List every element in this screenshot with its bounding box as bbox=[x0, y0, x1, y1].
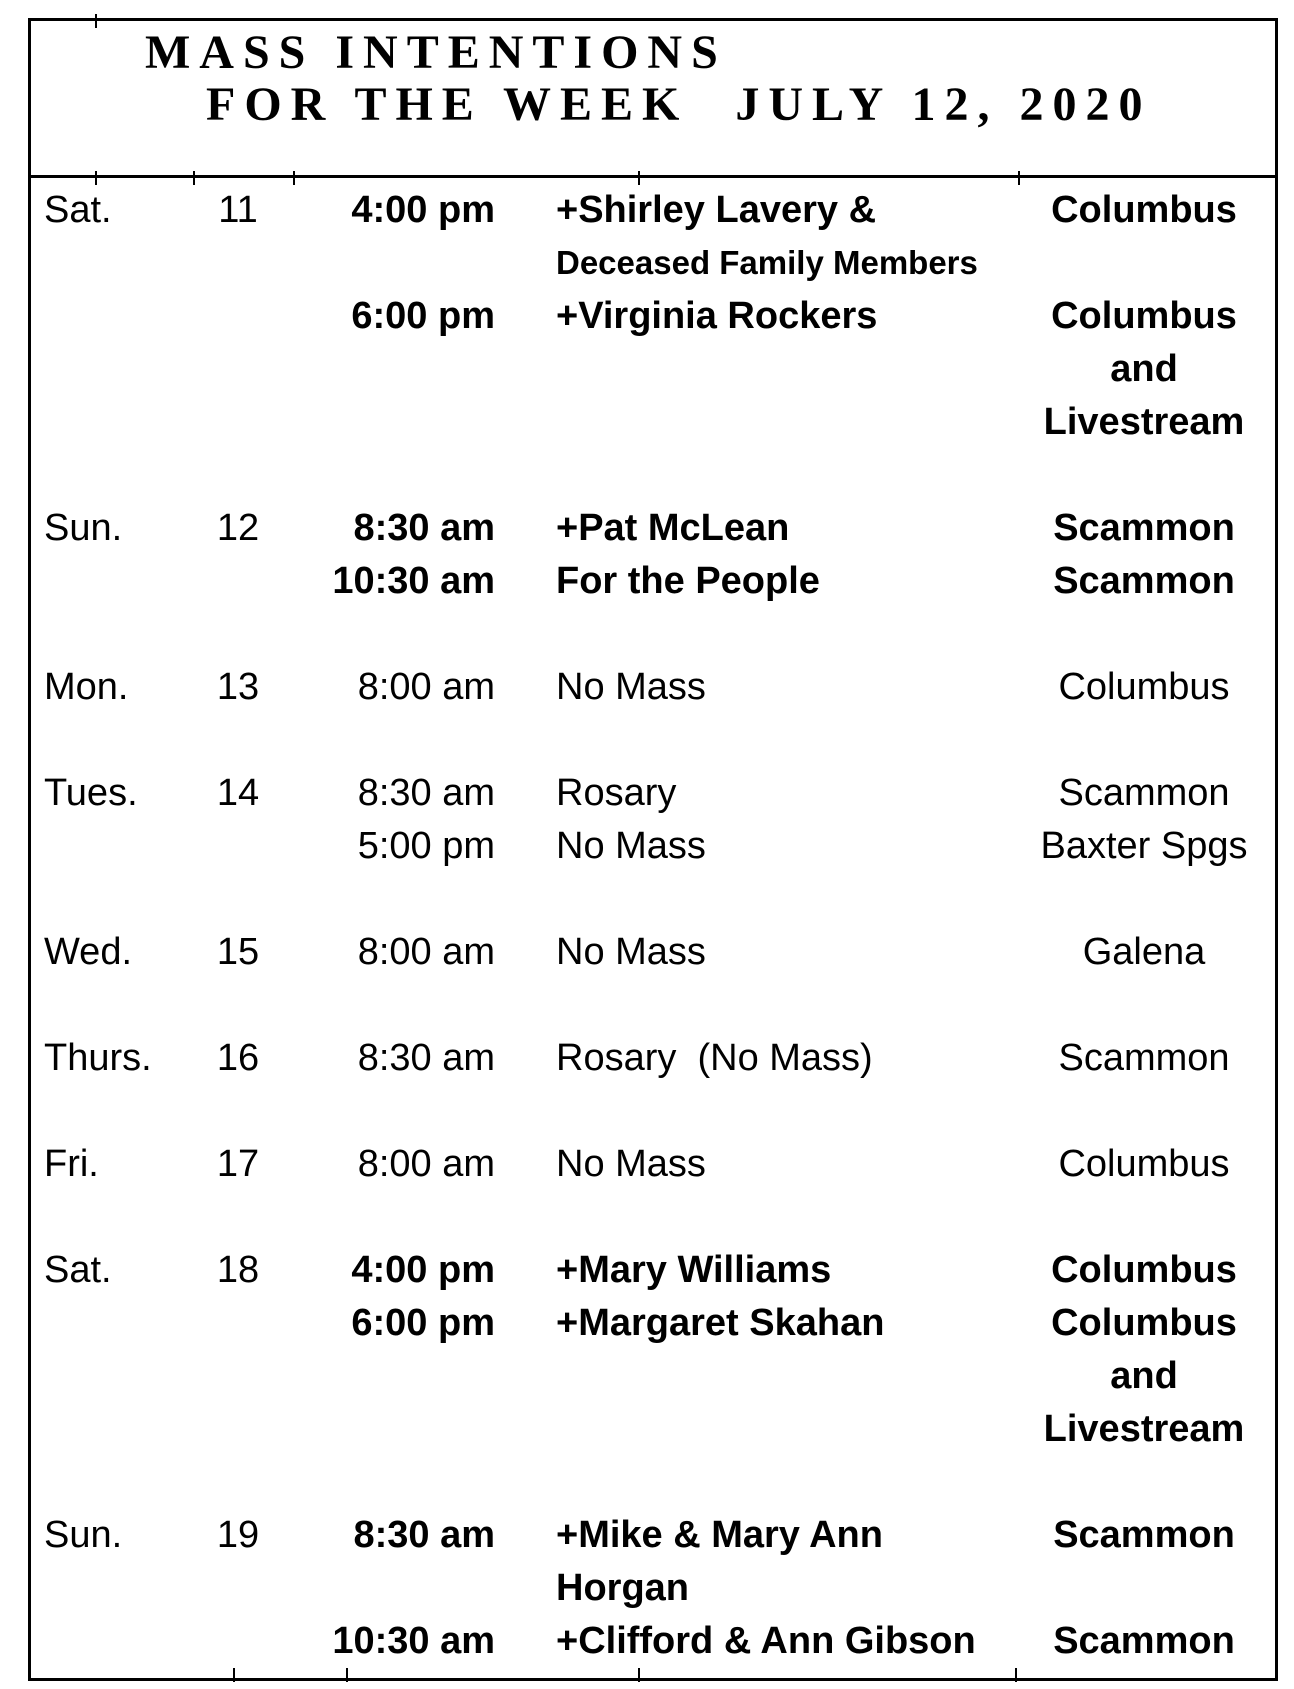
time-cell: 8:30 am bbox=[357, 1036, 495, 1079]
schedule-line bbox=[31, 1562, 1275, 1615]
location-cell: Columbus bbox=[1051, 1301, 1237, 1344]
time-cell: 10:30 am bbox=[332, 559, 495, 602]
day-cell: Fri. bbox=[44, 1142, 99, 1185]
border-tick bbox=[1015, 1668, 1017, 1682]
location-cell: Scammon bbox=[1053, 1513, 1235, 1556]
time-cell: 10:30 am bbox=[332, 1619, 495, 1662]
intention-cell: Rosary bbox=[556, 771, 677, 814]
day-cell: Sat. bbox=[44, 188, 112, 231]
schedule-line bbox=[31, 555, 1275, 608]
subtitle-text: FOR THE WEEK bbox=[206, 78, 689, 131]
intention-cell: +Virginia Rockers bbox=[556, 294, 878, 337]
intention-cell: Horgan bbox=[556, 1566, 689, 1609]
schedule-line bbox=[31, 1615, 1275, 1668]
schedule-line bbox=[31, 1509, 1275, 1562]
border-tick bbox=[293, 171, 295, 185]
location-cell: and bbox=[1110, 347, 1178, 390]
blank-line bbox=[31, 1085, 1275, 1138]
intention-cell: Deceased Family Members bbox=[556, 244, 978, 282]
location-cell: Livestream bbox=[1043, 1407, 1245, 1450]
border-tick bbox=[95, 14, 97, 28]
day-cell: Tues. bbox=[44, 771, 138, 814]
date-cell: 13 bbox=[216, 665, 260, 708]
intention-cell: No Mass bbox=[556, 824, 706, 867]
location-cell: Columbus bbox=[1058, 1142, 1230, 1185]
time-cell: 8:30 am bbox=[353, 1513, 495, 1556]
blank-line bbox=[31, 873, 1275, 926]
time-cell: 4:00 pm bbox=[351, 188, 495, 231]
mass-schedule bbox=[31, 178, 1275, 1668]
schedule-line bbox=[31, 1297, 1275, 1350]
day-cell: Sat. bbox=[44, 1248, 112, 1291]
date-cell: 11 bbox=[218, 188, 258, 231]
border-tick bbox=[95, 171, 97, 185]
blank-line bbox=[31, 449, 1275, 502]
intention-cell: +Shirley Lavery & bbox=[556, 188, 877, 231]
time-cell: 5:00 pm bbox=[357, 824, 495, 867]
location-cell: Scammon bbox=[1053, 559, 1235, 602]
date-cell: 18 bbox=[216, 1248, 260, 1291]
day-cell: Thurs. bbox=[44, 1036, 152, 1079]
location-cell: Columbus bbox=[1051, 188, 1237, 231]
location-cell: Columbus bbox=[1058, 665, 1230, 708]
schedule-line bbox=[31, 1244, 1275, 1297]
border-tick bbox=[233, 1668, 235, 1682]
location-cell: Columbus bbox=[1051, 1248, 1237, 1291]
schedule-line bbox=[31, 661, 1275, 714]
schedule-line bbox=[31, 502, 1275, 555]
day-cell: Sun. bbox=[44, 506, 123, 549]
day-cell: Mon. bbox=[44, 665, 129, 708]
schedule-line bbox=[31, 1138, 1275, 1191]
blank-line bbox=[31, 608, 1275, 661]
location-cell: Columbus bbox=[1051, 294, 1237, 337]
week-date: JULY 12, 2020 bbox=[735, 78, 1152, 131]
time-cell: 8:00 am bbox=[357, 665, 495, 708]
schedule-line bbox=[31, 1032, 1275, 1085]
intention-cell: +Mary Williams bbox=[556, 1248, 832, 1291]
page-subtitle bbox=[206, 79, 1275, 131]
time-cell: 6:00 pm bbox=[351, 294, 495, 337]
day-cell: Sun. bbox=[44, 1513, 123, 1556]
document-header bbox=[31, 21, 1275, 178]
time-cell: 8:00 am bbox=[357, 1142, 495, 1185]
location-cell: and bbox=[1110, 1354, 1178, 1397]
border-tick bbox=[346, 1668, 348, 1682]
schedule-line bbox=[31, 237, 1275, 290]
intention-cell: +Clifford & Ann Gibson bbox=[556, 1619, 976, 1662]
blank-line bbox=[31, 1191, 1275, 1244]
time-cell: 8:00 am bbox=[357, 930, 495, 973]
location-cell: Scammon bbox=[1058, 771, 1230, 814]
schedule-line bbox=[31, 396, 1275, 449]
schedule-line bbox=[31, 926, 1275, 979]
location-cell: Scammon bbox=[1053, 1619, 1235, 1662]
date-cell: 19 bbox=[216, 1513, 260, 1556]
border-tick bbox=[193, 171, 195, 185]
time-cell: 8:30 am bbox=[357, 771, 495, 814]
intention-cell: No Mass bbox=[556, 665, 706, 708]
intention-cell: For the People bbox=[556, 559, 820, 602]
page-title: MASS INTENTIONS bbox=[145, 26, 727, 79]
blank-line bbox=[31, 714, 1275, 767]
date-cell: 12 bbox=[216, 506, 260, 549]
blank-line bbox=[31, 979, 1275, 1032]
intention-cell: No Mass bbox=[556, 1142, 706, 1185]
time-cell: 6:00 pm bbox=[351, 1301, 495, 1344]
time-cell: 8:30 am bbox=[353, 506, 495, 549]
time-cell: 4:00 pm bbox=[351, 1248, 495, 1291]
schedule-line bbox=[31, 343, 1275, 396]
intention-cell: +Mike & Mary Ann bbox=[556, 1513, 883, 1556]
schedule-line bbox=[31, 290, 1275, 343]
schedule-line bbox=[31, 1403, 1275, 1456]
intention-cell: +Margaret Skahan bbox=[556, 1301, 885, 1344]
intention-cell: No Mass bbox=[556, 930, 706, 973]
date-cell: 14 bbox=[216, 771, 260, 814]
schedule-line bbox=[31, 1350, 1275, 1403]
date-cell: 16 bbox=[216, 1036, 260, 1079]
border-tick bbox=[638, 171, 640, 185]
intention-cell: Rosary (No Mass) bbox=[556, 1036, 873, 1079]
schedule-line bbox=[31, 820, 1275, 873]
border-tick bbox=[1018, 171, 1020, 185]
schedule-line bbox=[31, 184, 1275, 237]
schedule-line bbox=[31, 767, 1275, 820]
blank-line bbox=[31, 1456, 1275, 1509]
date-cell: 17 bbox=[216, 1142, 260, 1185]
location-cell: Livestream bbox=[1043, 400, 1245, 443]
location-cell: Scammon bbox=[1058, 1036, 1230, 1079]
date-cell: 15 bbox=[216, 930, 260, 973]
location-cell: Baxter Spgs bbox=[1040, 824, 1248, 867]
location-cell: Scammon bbox=[1053, 506, 1235, 549]
intention-cell: +Pat McLean bbox=[556, 506, 790, 549]
document-border bbox=[28, 18, 1278, 1681]
location-cell: Galena bbox=[1082, 930, 1206, 973]
border-tick bbox=[638, 1668, 640, 1682]
day-cell: Wed. bbox=[44, 930, 133, 973]
